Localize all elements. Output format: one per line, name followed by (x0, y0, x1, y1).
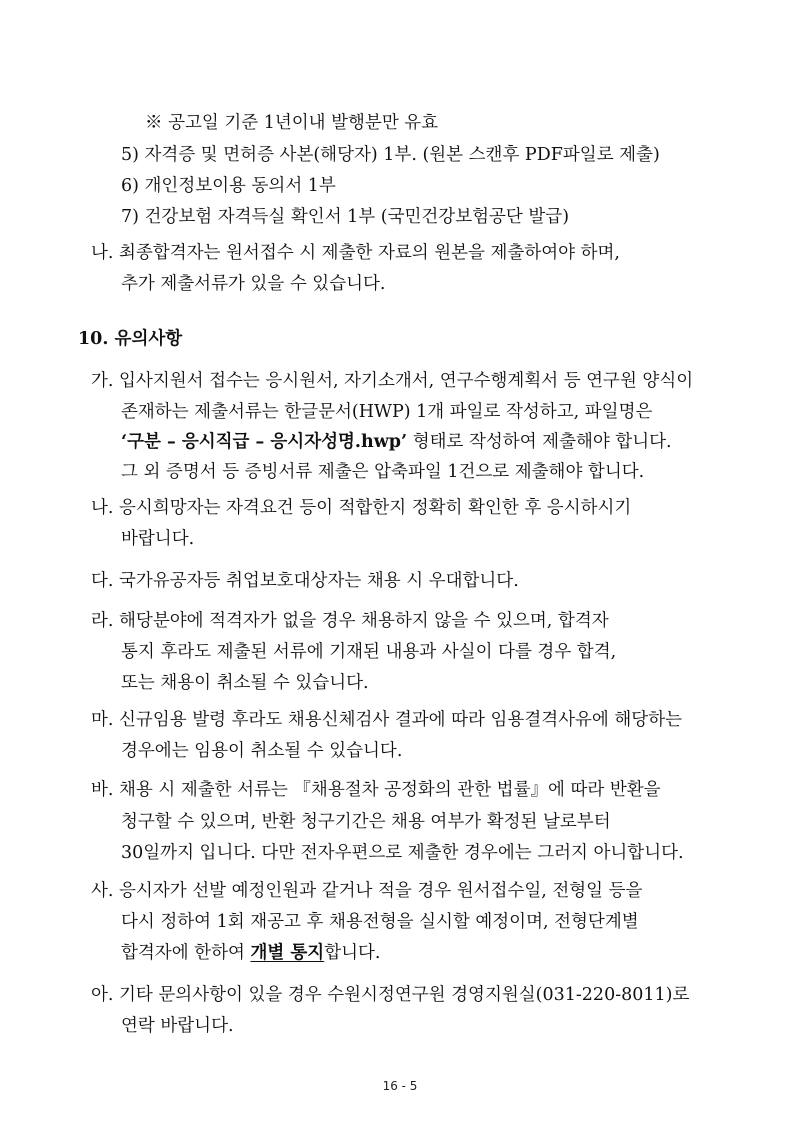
item-na-top-line2: 추가 제출서류가 있을 수 있습니다. (121, 274, 386, 294)
item-ra-line3: 또는 채용이 취소될 수 있습니다. (121, 673, 369, 693)
item-ba-line2: 청구할 수 있으며, 반환 청구기간은 채용 여부가 확정된 날로부터 (121, 812, 611, 832)
list-item-5: 5) 자격증 및 면허증 사본(해당자) 1부. (원본 스캔후 PDF파일로 제출) (121, 145, 660, 165)
item-sa-line3-post: 합니다. (324, 943, 381, 963)
item-ba-line1: 바. 채용 시 제출한 서류는 『채용절차 공정화의 관한 법률』에 따라 반환을 (91, 780, 661, 800)
item-sa-line3-pre: 합격자에 한하여 (121, 943, 251, 963)
item-ga-line3-rest: 형태로 작성하여 제출해야 합니다. (407, 432, 672, 452)
item-sa-line3 (121, 941, 380, 965)
item-ga-line3 (121, 430, 672, 454)
item-na-line1: 나. 응시희망자는 자격요건 등이 적합한지 정확히 확인한 후 응시하시기 (91, 498, 632, 518)
item-sa-line2: 다시 정하여 1회 재공고 후 채용전형을 실시할 예정이며, 전형단계별 (121, 912, 639, 932)
page-number: 16 - 5 (382, 1079, 418, 1093)
item-a-line1: 아. 기타 문의사항이 있을 경우 수원시정연구원 경영지원실(031-220-8011)로 (91, 985, 690, 1005)
item-na-top-line1: 나. 최종합격자는 원서접수 시 제출한 자료의 원본을 제출하여야 하며, (91, 243, 620, 263)
filename-format: ‘구분 – 응시직급 – 응시자성명.hwp’ (121, 432, 408, 452)
validity-note: ※ 공고일 기준 1년이내 발행분만 유효 (145, 113, 439, 133)
individual-notice-emphasis: 개별 통지 (250, 943, 325, 963)
section-heading: 10. 유의사항 (78, 329, 183, 349)
item-na-line2: 바랍니다. (121, 529, 195, 549)
item-ba-line3: 30일까지 입니다. 다만 전자우편으로 제출한 경우에는 그러지 아니합니다. (121, 843, 684, 863)
item-da-line1: 다. 국가유공자등 취업보호대상자는 채용 시 우대합니다. (91, 571, 519, 591)
item-ga-line1: 가. 입사지원서 접수는 응시원서, 자기소개서, 연구수행계획서 등 연구원 양식이 (91, 371, 694, 391)
item-ga-line4: 그 외 증명서 등 증빙서류 제출은 압축파일 1건으로 제출해야 합니다. (121, 462, 645, 482)
item-ma-line1: 마. 신규임용 발령 후라도 채용신체검사 결과에 따라 임용결격사유에 해당하는 (91, 710, 683, 730)
item-ra-line1: 라. 해당분야에 적격자가 없을 경우 채용하지 않을 수 있으며, 합격자 (91, 611, 609, 631)
item-ga-line2: 존재하는 제출서류는 한글문서(HWP) 1개 파일로 작성하고, 파일명은 (121, 402, 653, 422)
item-ra-line2: 통지 후라도 제출된 서류에 기재된 내용과 사실이 다를 경우 합격, (121, 642, 617, 662)
item-ma-line2: 경우에는 임용이 취소될 수 있습니다. (121, 741, 403, 761)
list-item-7: 7) 건강보험 자격득실 확인서 1부 (국민건강보험공단 발급) (121, 207, 570, 227)
item-a-line2: 연락 바랍니다. (121, 1016, 234, 1036)
list-item-6: 6) 개인정보이용 동의서 1부 (121, 176, 336, 196)
item-sa-line1: 사. 응시자가 선발 예정인원과 같거나 적을 경우 원서접수일, 전형일 등을 (91, 881, 643, 901)
